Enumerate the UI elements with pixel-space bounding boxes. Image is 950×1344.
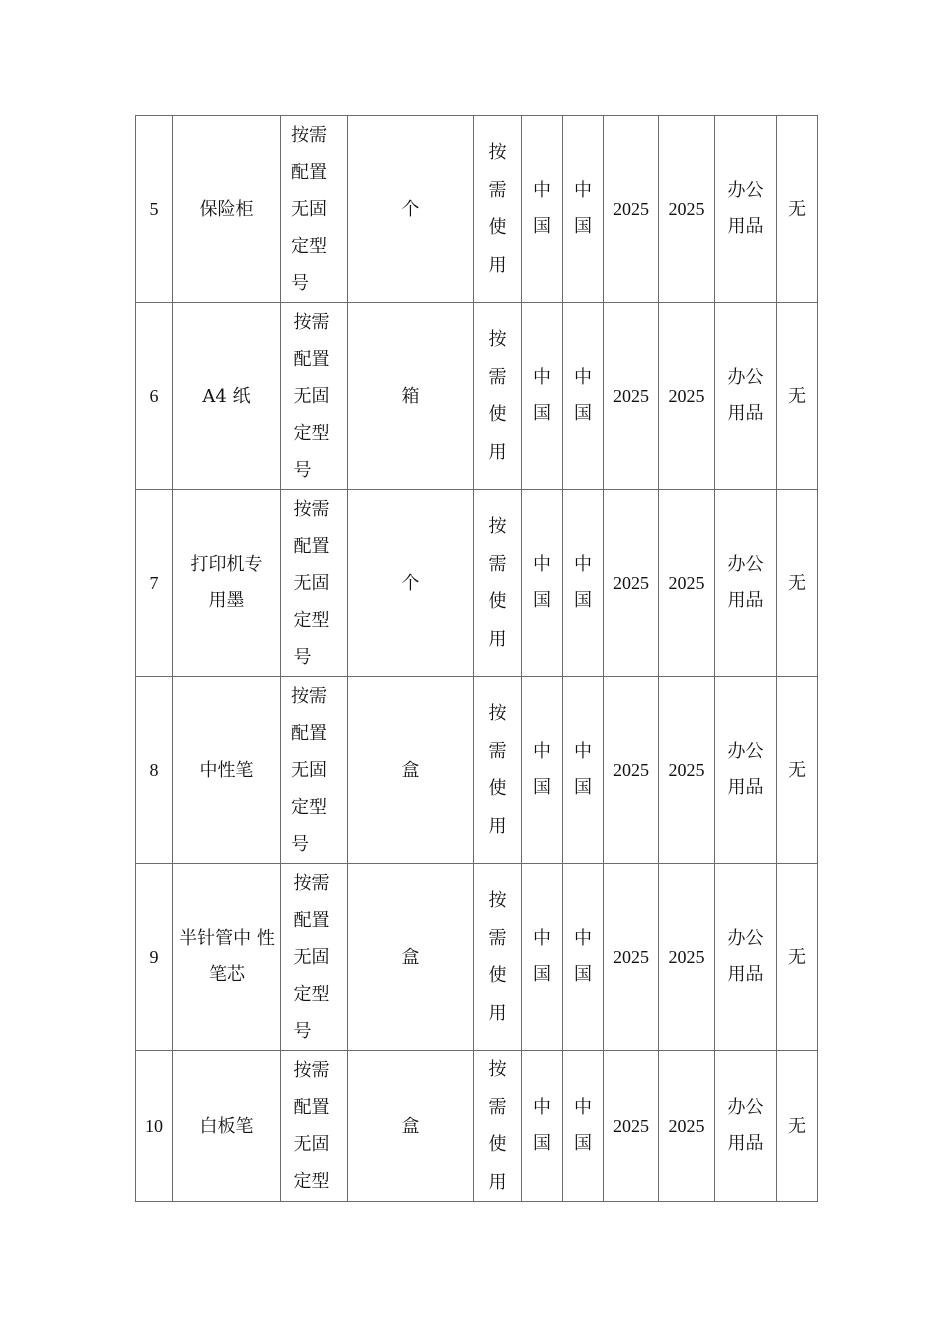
row-number: 9 xyxy=(136,864,173,1051)
item-brand-origin: 中国 xyxy=(563,677,604,864)
item-model: 按需配置无固定型号 xyxy=(281,303,348,490)
item-note: 无 xyxy=(777,1051,818,1202)
item-origin: 中国 xyxy=(522,116,563,303)
row-number: 6 xyxy=(136,303,173,490)
item-category: 办公用品 xyxy=(715,303,777,490)
table-row xyxy=(136,677,818,864)
row-number: 8 xyxy=(136,677,173,864)
table-row xyxy=(136,303,818,490)
row-number: 10 xyxy=(136,1051,173,1202)
product-table xyxy=(135,115,818,1202)
item-category: 办公用品 xyxy=(715,490,777,677)
item-brand-origin: 中国 xyxy=(563,116,604,303)
item-note: 无 xyxy=(777,490,818,677)
item-year-2: 2025 xyxy=(659,1051,715,1202)
item-category: 办公用品 xyxy=(715,1051,777,1202)
item-year-2: 2025 xyxy=(659,490,715,677)
item-unit: 盒 xyxy=(348,1051,474,1202)
item-category: 办公用品 xyxy=(715,677,777,864)
item-usage: 按需使用 xyxy=(474,116,522,303)
item-year-2: 2025 xyxy=(659,677,715,864)
item-year-1: 2025 xyxy=(604,490,659,677)
item-unit: 个 xyxy=(348,490,474,677)
item-model: 按需配置无固定型号 xyxy=(281,116,348,303)
item-origin: 中国 xyxy=(522,303,563,490)
item-name: 半针管中 性笔芯 xyxy=(173,864,281,1051)
item-year-2: 2025 xyxy=(659,116,715,303)
item-name: 白板笔 xyxy=(173,1051,281,1202)
item-unit: 个 xyxy=(348,116,474,303)
row-number: 5 xyxy=(136,116,173,303)
item-name: A4 纸 xyxy=(173,303,281,490)
row-number: 7 xyxy=(136,490,173,677)
item-year-1: 2025 xyxy=(604,303,659,490)
item-name: 中性笔 xyxy=(173,677,281,864)
item-brand-origin: 中国 xyxy=(563,303,604,490)
table-row xyxy=(136,864,818,1051)
item-brand-origin: 中国 xyxy=(563,1051,604,1202)
item-usage: 按需使用 xyxy=(474,864,522,1051)
table-row xyxy=(136,1051,818,1202)
table-row xyxy=(136,116,818,303)
item-usage: 按需使用 xyxy=(474,303,522,490)
item-usage: 按需使用 xyxy=(474,490,522,677)
item-note: 无 xyxy=(777,303,818,490)
item-origin: 中国 xyxy=(522,490,563,677)
item-category: 办公用品 xyxy=(715,864,777,1051)
table-row xyxy=(136,490,818,677)
item-year-1: 2025 xyxy=(604,116,659,303)
item-origin: 中国 xyxy=(522,1051,563,1202)
item-brand-origin: 中国 xyxy=(563,490,604,677)
item-unit: 箱 xyxy=(348,303,474,490)
item-year-2: 2025 xyxy=(659,303,715,490)
item-usage: 按需使用 xyxy=(474,677,522,864)
item-name: 打印机专用墨 xyxy=(173,490,281,677)
item-note: 无 xyxy=(777,864,818,1051)
item-year-2: 2025 xyxy=(659,864,715,1051)
item-model: 按需配置无固定型 xyxy=(281,1051,348,1202)
item-brand-origin: 中国 xyxy=(563,864,604,1051)
item-origin: 中国 xyxy=(522,677,563,864)
item-model: 按需配置无固定型号 xyxy=(281,864,348,1051)
item-name: 保险柜 xyxy=(173,116,281,303)
item-model: 按需配置无固定型号 xyxy=(281,677,348,864)
item-origin: 中国 xyxy=(522,864,563,1051)
item-model: 按需配置无固定型号 xyxy=(281,490,348,677)
item-note: 无 xyxy=(777,116,818,303)
item-note: 无 xyxy=(777,677,818,864)
item-usage: 按需使用 xyxy=(474,1051,522,1202)
item-year-1: 2025 xyxy=(604,677,659,864)
item-unit: 盒 xyxy=(348,864,474,1051)
item-year-1: 2025 xyxy=(604,864,659,1051)
item-unit: 盒 xyxy=(348,677,474,864)
item-year-1: 2025 xyxy=(604,1051,659,1202)
item-category: 办公用品 xyxy=(715,116,777,303)
